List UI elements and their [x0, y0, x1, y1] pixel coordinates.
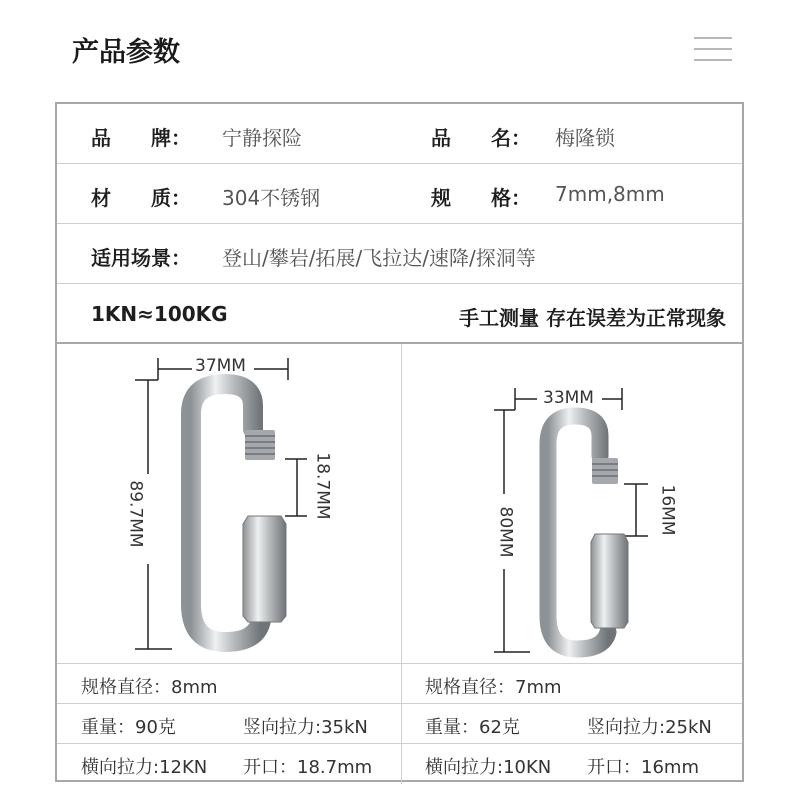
height-dimension-label: 80MM [495, 506, 516, 558]
size-value: 7mm,8mm [555, 182, 665, 206]
brand-value: 宁静探险 [222, 126, 302, 150]
product-image-8mm [57, 344, 401, 664]
usage-label: 适用场景： [91, 246, 191, 270]
measure-note: 手工测量 存在误差为正常现象 [459, 306, 726, 330]
left-opening: 开口：18.7mm [243, 757, 373, 778]
left-vertical-strength: 竖向拉力:35kN [243, 717, 368, 738]
left-weight: 重量：90克 [81, 717, 176, 738]
gate-dimension-label: 16MM [657, 484, 678, 536]
left-horizontal-strength: 横向拉力:12KN [81, 757, 208, 778]
right-horizontal-strength: 横向拉力:10KN [425, 757, 552, 778]
page-title: 产品参数 [72, 37, 180, 68]
size-label: 规 格： [431, 186, 531, 210]
height-dimension-label: 89.7MM [125, 480, 146, 548]
usage-value: 登山/攀岩/拓展/飞拉达/速降/探洞等 [222, 246, 536, 270]
menu-icon[interactable] [694, 37, 732, 63]
right-vertical-strength: 竖向拉力:25kN [587, 717, 712, 738]
note-row [57, 284, 742, 344]
brand-label: 品 牌： [91, 126, 191, 150]
right-weight: 重量：62克 [425, 717, 520, 738]
param-row-material [57, 164, 742, 224]
right-diameter: 规格直径：7mm [425, 677, 562, 698]
spec-row-horizontal [57, 744, 742, 782]
product-image-7mm [402, 344, 742, 664]
name-value: 梅隆锁 [555, 126, 615, 150]
material-label: 材 质： [91, 186, 191, 210]
width-dimension-label: 33MM [543, 388, 594, 408]
right-opening: 开口：16mm [587, 757, 699, 778]
material-value: 304不锈钢 [222, 186, 321, 210]
left-diameter: 规格直径：8mm [81, 677, 218, 698]
param-row-usage [57, 224, 742, 284]
name-label: 品 名： [431, 126, 531, 150]
gate-dimension-label: 18.7MM [312, 452, 333, 520]
spec-row-diameter [57, 664, 742, 704]
param-row-brand [57, 104, 742, 164]
width-dimension-label: 37MM [195, 356, 246, 376]
unit-note: 1KN≈100KG [91, 302, 228, 326]
spec-table [55, 102, 744, 782]
spec-row-weight [57, 704, 742, 744]
